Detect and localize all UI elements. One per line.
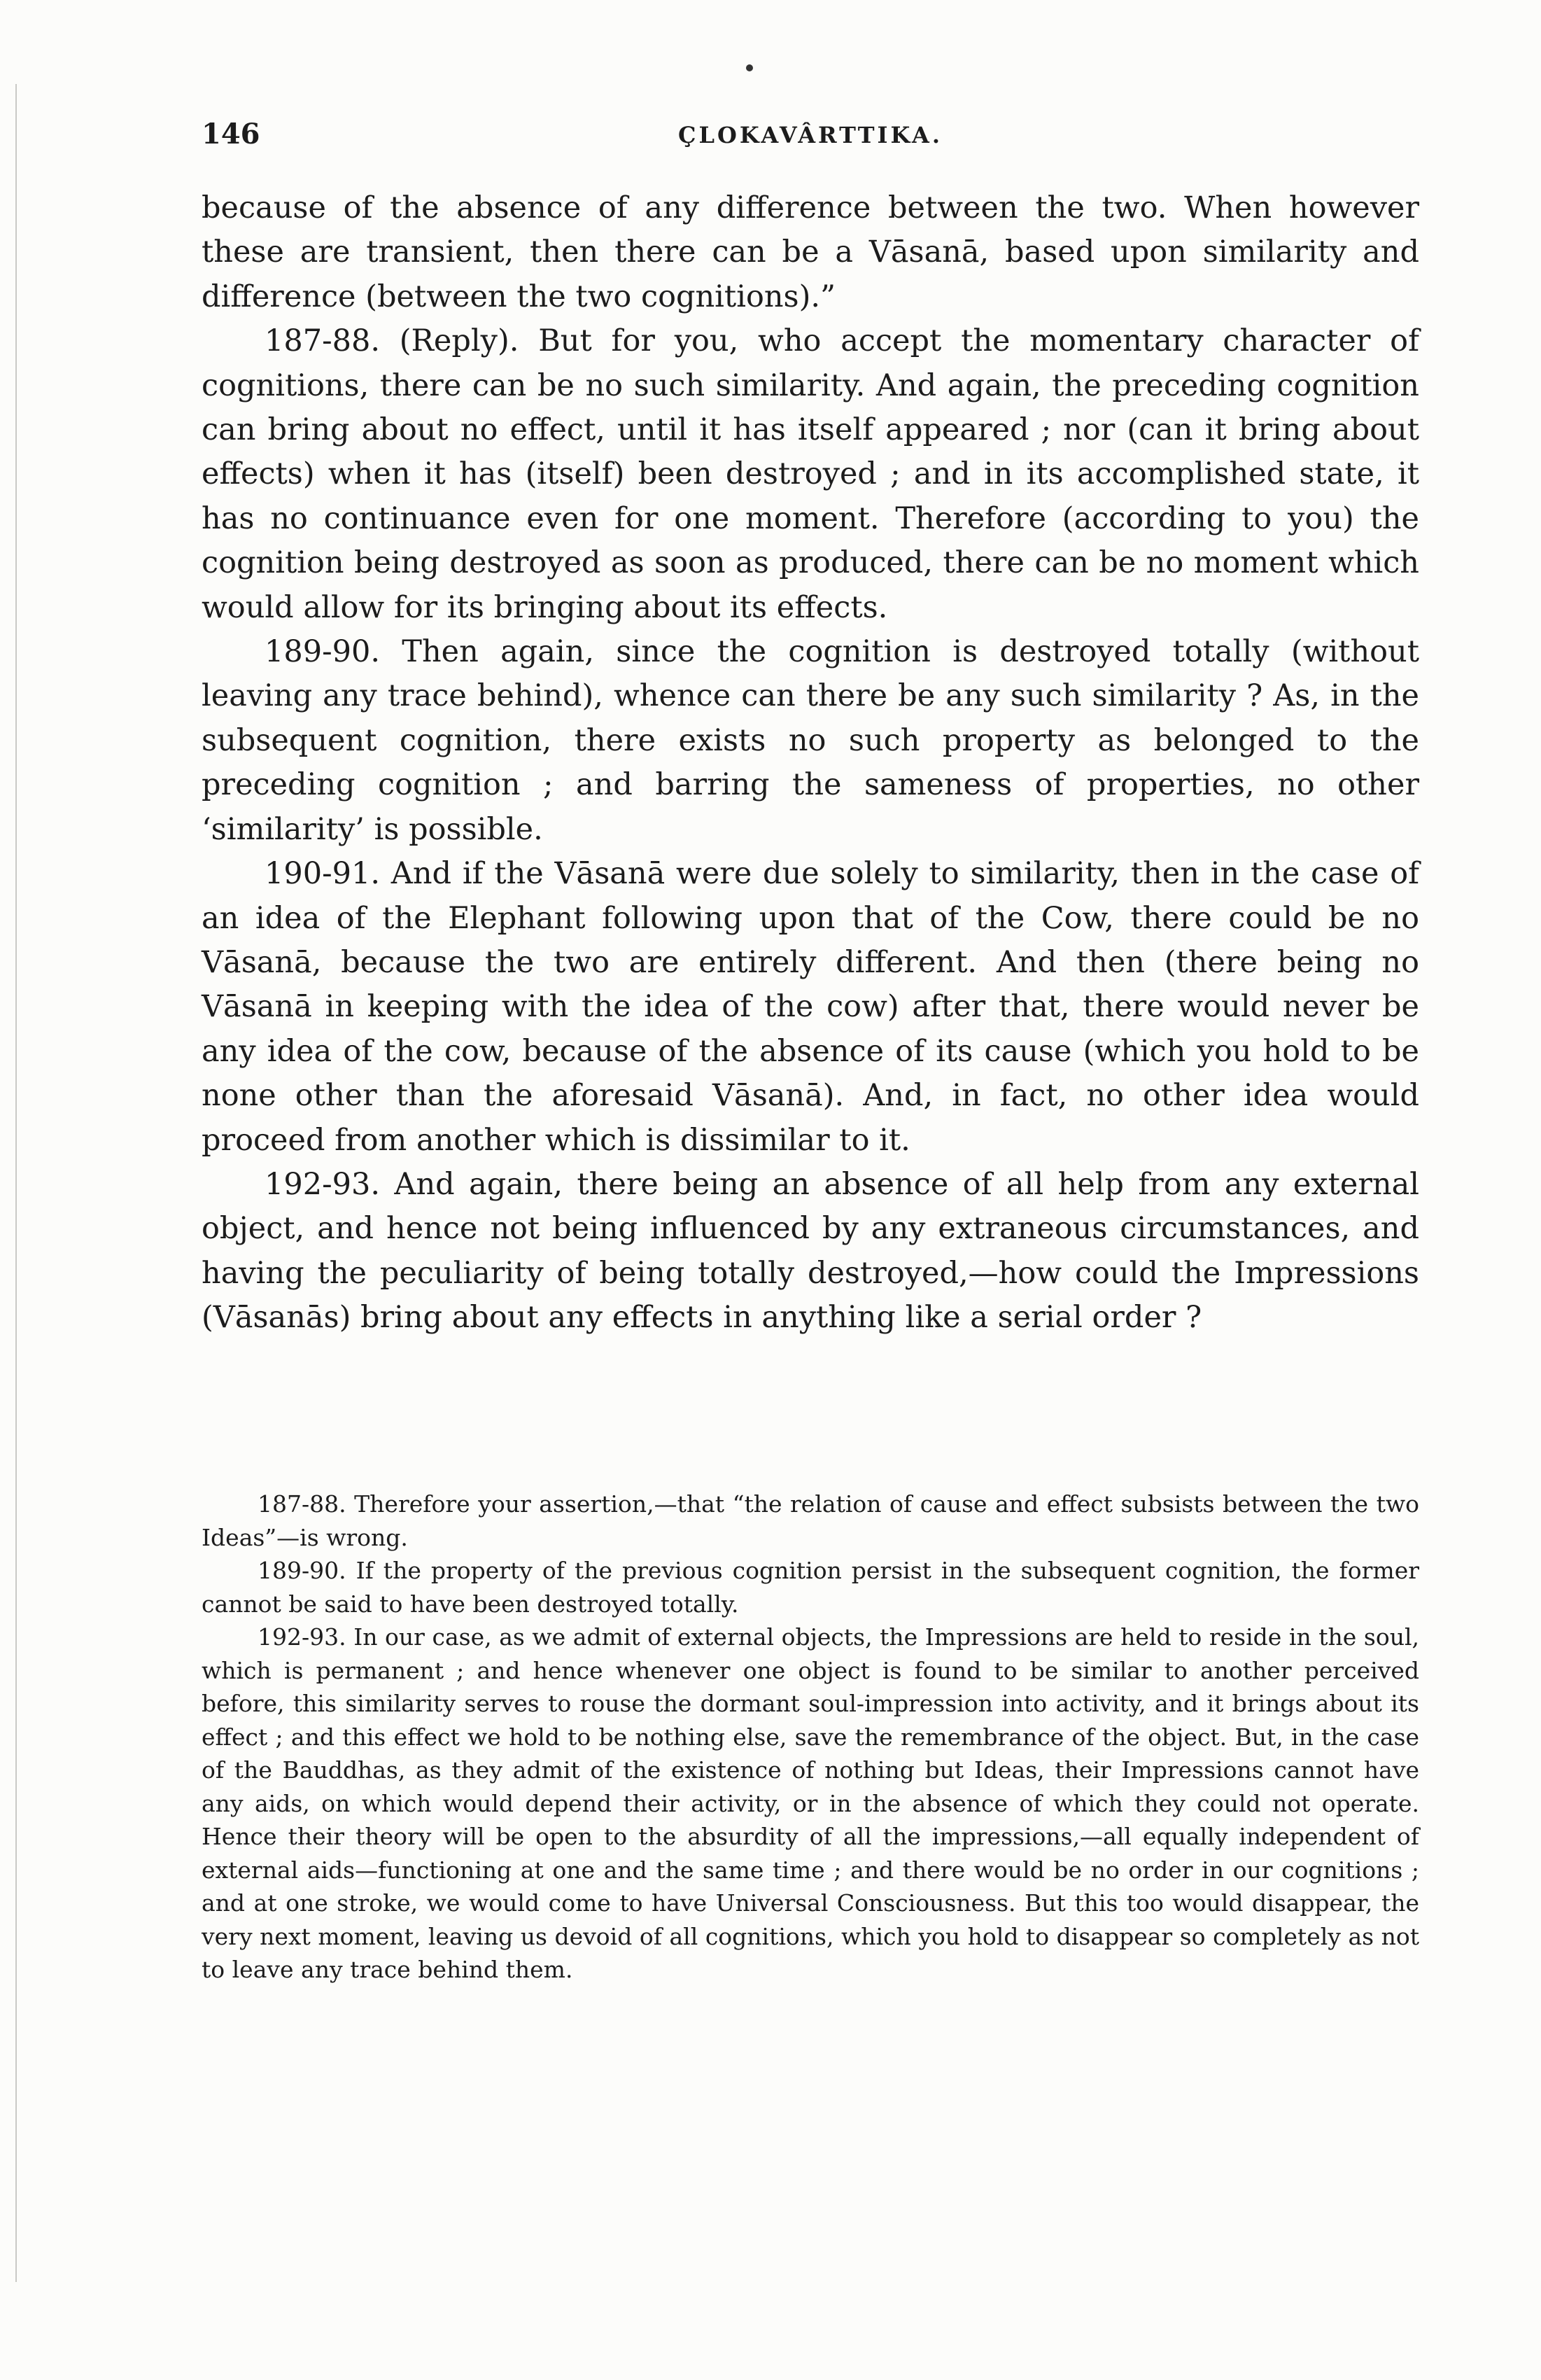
paragraph-continuation: because of the absence of any difference between the two. When however these are transient, then there can be a Vāsanā, based upon similarity and difference (between the two cognitions).” bbox=[202, 190, 1419, 314]
paragraph-187-88: 187-88. (Reply). But for you, who accept the momentary character of cognitions, there can be no such similarity. And again, the preceding cognition can bring about no effect, until it has itself appeared ; nor (can it bring about effects) when it has (itself) been destroyed ; and in its accomplished state, it has no continuance even for one moment. Therefore (according to you) the cognition being destroyed as soon as produced, there can be no moment which would allow for its bringing about its effects. bbox=[202, 323, 1419, 625]
page-header bbox=[202, 118, 1419, 160]
paragraph-190-91: 190-91. And if the Vāsanā were due solely to similarity, then in the case of an idea of the Elephant following upon that of the Cow, there could be no Vāsanā, because the two are entirely different. And then (there being no Vāsanā in keeping with the idea of the cow) after that, there would never be any idea of the cow, because of the absence of its cause (which you hold to be none other than the aforesaid Vāsanā). And, in fact, no other idea would proceed from another which is dissimilar to it. bbox=[202, 856, 1419, 1158]
scan-margin-line bbox=[15, 84, 17, 2282]
footnote-189-90: 189-90. If the property of the previous cognition persist in the subsequent cognition, the former cannot be said to have been destroyed totally. bbox=[202, 1557, 1419, 1618]
running-title: ÇLOKAVÂRTTIKA. bbox=[678, 122, 943, 148]
paragraph-192-93: 192-93. And again, there being an absence of all help from any external object, and hence not being influenced by any extraneous circumstances, and having the peculiarity of being totally destroyed,—how could the Impressions (Vāsanās) bring about any effects in anything like a serial order ? bbox=[202, 1166, 1419, 1336]
footnotes bbox=[202, 1488, 1419, 1987]
page-number: 146 bbox=[202, 118, 260, 150]
footnote-192-93: 192-93. In our case, as we admit of external objects, the Impressions are held to reside in the soul, which is permanent ; and hence whenever one object is found to be similar to another perceived before, this similarity serves to rouse the dormant soul-impression into activity, and it brings about its effect ; and this effect we hold to be nothing else, save the remembrance of the object. But, in the case of the Bauddhas, as they admit of the existence of nothing but Ideas, their Impressions cannot have any aids, on which would depend their activity, or in the absence of which they could not operate. Hence their theory will be open to the absurdity of all the impressions,—all equally independent of external aids—functioning at one and the same time ; and there would be no order in our cognitions ; and at one stroke, we would come to have Universal Consciousness. But this too would disappear, the very next moment, leaving us devoid of all cognitions, which you hold to disappear so completely as not to leave any trace behind them. bbox=[202, 1623, 1419, 1983]
scan-speck bbox=[746, 64, 753, 71]
paragraph-189-90: 189-90. Then again, since the cognition is destroyed totally (without leaving any trace behind), whence can there be any such similarity ? As, in the subsequent cognition, there exists no such property as belonged to the preceding cognition ; and barring the sameness of properties, no other ‘similarity’ is possible. bbox=[202, 634, 1419, 847]
footnote-187-88: 187-88. Therefore your assertion,—that “the relation of cause and effect subsists between the two Ideas”—is wrong. bbox=[202, 1490, 1419, 1551]
main-text bbox=[202, 186, 1419, 1340]
